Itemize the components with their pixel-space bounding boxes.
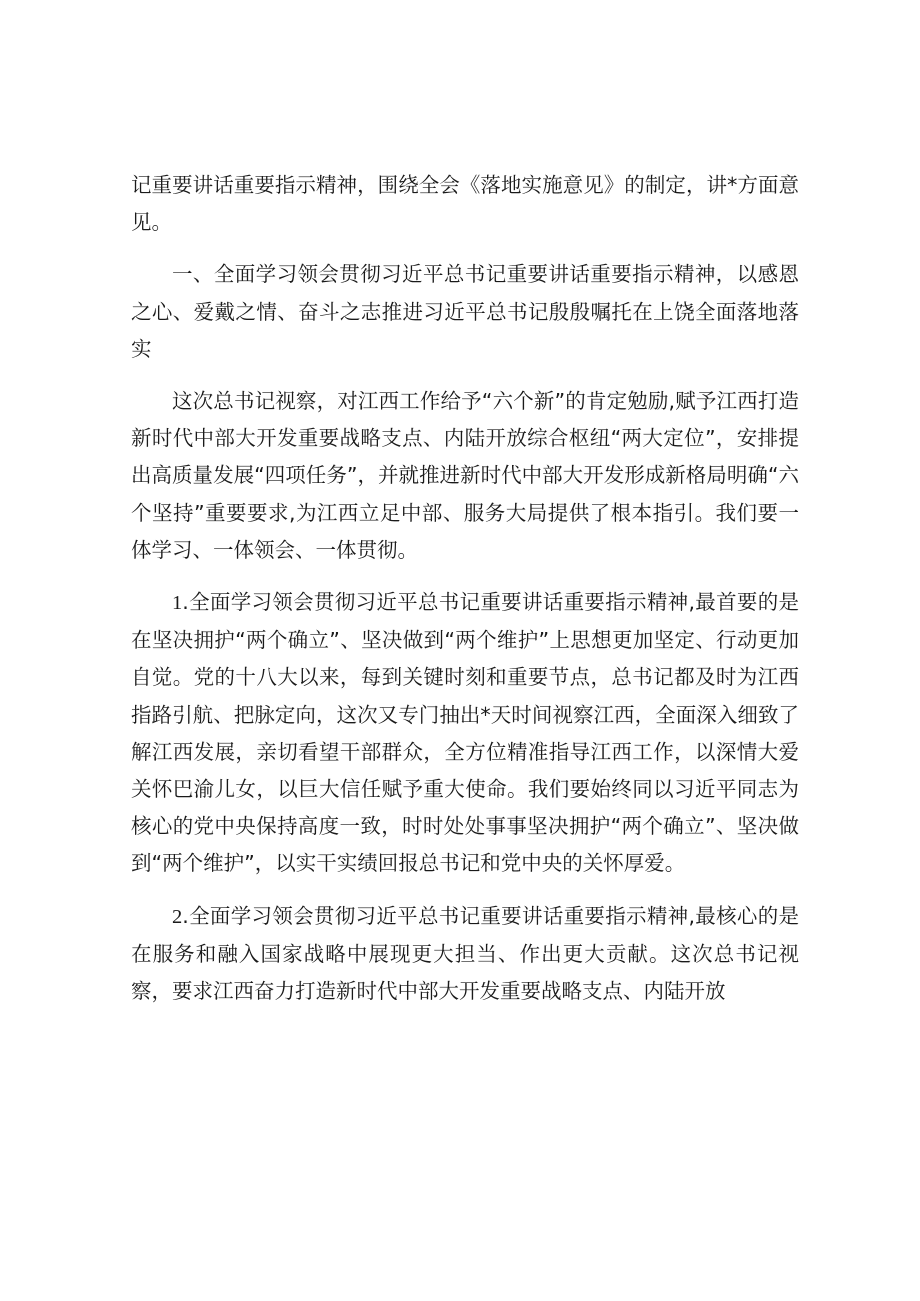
numbered-paragraph-1 xyxy=(131,584,799,883)
section-heading-1: 一、全面学习领会贯彻习近平总书记重要讲话重要指示精神，以感恩之心、爱戴之情、奋斗之志推进习近平总书记殷殷嘱托在上饶全面落地落实 xyxy=(131,262,799,361)
paragraph-body: 这次总书记视察，对江西工作给予“六个新”的肯定勉励,赋予江西打造新时代中部大开发重要战略支点、内陆开放综合枢纽“两大定位”，安排提出高质量发展“四项任务”，并就推进新时代中部大开发形成新格局明确“六个坚持”重要要求,为江西立足中部、服务大局提供了根本指引。我们要一体学习、一体领会、一体贯彻。 xyxy=(131,389,799,562)
numbered-paragraph-2 xyxy=(131,898,799,1011)
paragraph-number: 1 xyxy=(172,592,183,615)
paragraph-text: .全面学习领会贯彻习近平总书记重要讲话重要指示精神,最核心的是在服务和融入国家战略中展现更大担当、作出更大贡献。这次总书记视察，要求江西奋力打造新时代中部大开发重要战略支点、内陆开放 xyxy=(131,903,799,1004)
paragraph-number: 2 xyxy=(172,905,183,928)
paragraph-text: .全面学习领会贯彻习近平总书记重要讲话重要指示精神,最首要的是在坚决拥护“两个确立”、坚决做到“两个维护”上思想更加坚定、行动更加自觉。党的十八大以来，每到关键时刻和重要节点，总书记都及时为江西指路引航、把脉定向，这次又专门抽出*天时间视察江西，全面深入细致了解江西发展，亲切看望干部群众，全方位精准指导江西工作，以深情大爱关怀巴渝儿女，以巨大信任赋予重大使命。我们要始终同以习近平同志为核心的党中央保持高度一致，时时处处事事坚决拥护“两个确立”、坚决做到“两个维护”，以实干实绩回报总书记和党中央的关怀厚爱。 xyxy=(131,590,799,876)
document-body xyxy=(131,167,799,1025)
paragraph-continuation: 记重要讲话重要指示精神，围绕全会《落地实施意见》的制定，讲*方面意见。 xyxy=(131,173,799,235)
